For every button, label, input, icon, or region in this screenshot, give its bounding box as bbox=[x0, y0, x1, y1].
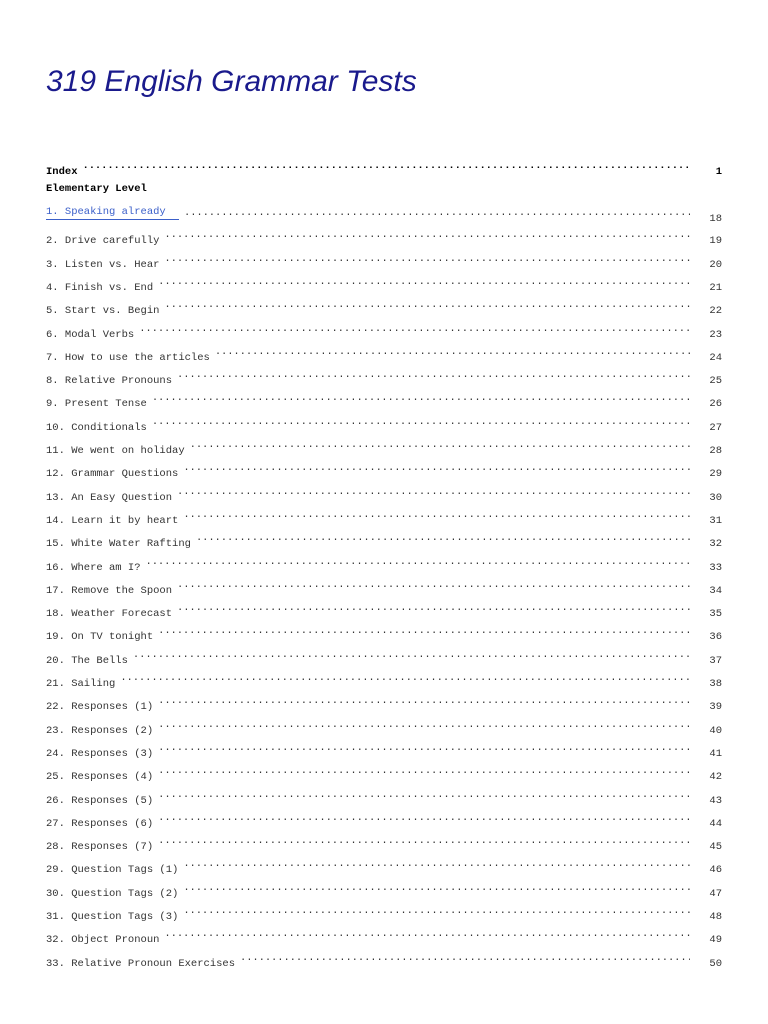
toc-entry-label: 10. Conditionals bbox=[46, 422, 147, 434]
toc-entry[interactable] bbox=[46, 297, 722, 317]
dot-leader bbox=[158, 274, 690, 290]
toc-entry-page: 18 bbox=[709, 213, 722, 225]
dot-leader bbox=[196, 530, 690, 546]
toc-entry[interactable] bbox=[46, 787, 722, 807]
toc-entry-label: 2. Drive carefully bbox=[46, 235, 160, 247]
toc-entry[interactable] bbox=[46, 717, 722, 737]
toc-entry[interactable] bbox=[46, 880, 722, 900]
toc-entry-page: 36 bbox=[709, 631, 722, 643]
toc-entry-label: 22. Responses (1) bbox=[46, 701, 154, 713]
toc-entry-page: 26 bbox=[709, 398, 722, 410]
toc-entry-label: 17. Remove the Spoon bbox=[46, 585, 173, 597]
toc-entry-label: 5. Start vs. Begin bbox=[46, 305, 160, 317]
dot-leader bbox=[83, 158, 690, 174]
toc-entry-label: 33. Relative Pronoun Exercises bbox=[46, 958, 236, 970]
dot-leader bbox=[158, 717, 690, 733]
toc-entry-page: 25 bbox=[709, 375, 722, 387]
toc-entry-label: 32. Object Pronoun bbox=[46, 934, 160, 946]
dot-leader bbox=[152, 390, 690, 406]
toc-index-label: Index bbox=[46, 166, 78, 178]
toc-entry-page: 37 bbox=[709, 655, 722, 667]
toc-entry[interactable] bbox=[46, 484, 722, 504]
dot-leader bbox=[177, 577, 690, 593]
dot-leader bbox=[158, 787, 690, 803]
toc-entry-label: 6. Modal Verbs bbox=[46, 329, 135, 341]
toc-entry[interactable] bbox=[46, 414, 722, 434]
toc-entry-page: 30 bbox=[709, 492, 722, 504]
toc-entry-label: 20. The Bells bbox=[46, 655, 128, 667]
toc-entry-label: 16. Where am I? bbox=[46, 562, 141, 574]
toc-entry[interactable] bbox=[46, 274, 722, 294]
toc-entry[interactable] bbox=[46, 693, 722, 713]
toc-entry-label: 23. Responses (2) bbox=[46, 725, 154, 737]
toc-entry-page: 50 bbox=[709, 958, 722, 970]
dot-leader bbox=[183, 903, 690, 919]
toc-entry[interactable] bbox=[46, 670, 722, 690]
dot-leader bbox=[139, 321, 690, 337]
toc-entry-page: 23 bbox=[709, 329, 722, 341]
toc-entry-page: 49 bbox=[709, 934, 722, 946]
toc-entry-page: 47 bbox=[709, 888, 722, 900]
toc-entry[interactable] bbox=[46, 926, 722, 946]
toc-entry-page: 41 bbox=[709, 748, 722, 760]
dot-leader bbox=[164, 297, 690, 313]
dot-leader bbox=[158, 740, 690, 756]
toc-entry-label: 18. Weather Forecast bbox=[46, 608, 173, 620]
toc-entry-label: 12. Grammar Questions bbox=[46, 468, 179, 480]
toc-entry[interactable] bbox=[46, 647, 722, 667]
toc-entry[interactable] bbox=[46, 623, 722, 643]
dot-leader bbox=[183, 460, 690, 476]
toc-entry[interactable] bbox=[46, 600, 722, 620]
toc-entry-label: 11. We went on holiday bbox=[46, 445, 185, 457]
toc-entry-page: 39 bbox=[709, 701, 722, 713]
toc-entry[interactable] bbox=[46, 460, 722, 480]
toc-entry-page: 40 bbox=[709, 725, 722, 737]
toc-entry-page: 24 bbox=[709, 352, 722, 364]
toc-entry[interactable] bbox=[46, 903, 722, 923]
toc-index-row[interactable] bbox=[46, 158, 722, 178]
section-heading: Elementary Level bbox=[46, 183, 147, 195]
toc-entry-label: 27. Responses (6) bbox=[46, 818, 154, 830]
toc-entry[interactable] bbox=[46, 321, 722, 341]
toc-entry-page: 28 bbox=[709, 445, 722, 457]
dot-leader bbox=[164, 251, 690, 267]
dot-leader bbox=[152, 414, 690, 430]
dot-leader bbox=[146, 554, 690, 570]
dot-leader bbox=[158, 810, 690, 826]
toc-entry-label: 26. Responses (5) bbox=[46, 795, 154, 807]
toc-entry-page: 19 bbox=[709, 235, 722, 247]
toc-entry-page: 27 bbox=[709, 422, 722, 434]
toc-entry[interactable] bbox=[46, 554, 722, 574]
dot-leader bbox=[158, 763, 690, 779]
toc-entry-page: 45 bbox=[709, 841, 722, 853]
toc-entry-link[interactable] bbox=[46, 204, 179, 220]
toc-index-page: 1 bbox=[715, 166, 722, 178]
toc-entry[interactable] bbox=[46, 833, 722, 853]
dot-leader bbox=[240, 950, 690, 966]
toc-entry-label: 3. Listen vs. Hear bbox=[46, 259, 160, 271]
dot-leader bbox=[183, 507, 690, 523]
toc-entry-label: 31. Question Tags (3) bbox=[46, 911, 179, 923]
toc-entry-label: 8. Relative Pronouns bbox=[46, 375, 173, 387]
toc-entry-page: 21 bbox=[709, 282, 722, 294]
toc-entry-leader-row[interactable] bbox=[184, 205, 722, 225]
toc-entry-page: 20 bbox=[709, 259, 722, 271]
toc-entry-page: 22 bbox=[709, 305, 722, 317]
toc-entry-label: 21. Sailing bbox=[46, 678, 116, 690]
toc-entry-page: 31 bbox=[709, 515, 722, 527]
toc-entry[interactable] bbox=[46, 251, 722, 271]
toc-entry-label: 14. Learn it by heart bbox=[46, 515, 179, 527]
toc-entry-page: 46 bbox=[709, 864, 722, 876]
toc-entry-label: 25. Responses (4) bbox=[46, 771, 154, 783]
toc-entry[interactable] bbox=[46, 367, 722, 387]
dot-leader bbox=[158, 833, 690, 849]
toc-entry-label: 9. Present Tense bbox=[46, 398, 147, 410]
dot-leader bbox=[177, 484, 690, 500]
dot-leader bbox=[177, 367, 690, 383]
toc-entry-page: 32 bbox=[709, 538, 722, 550]
dot-leader bbox=[158, 623, 690, 639]
toc-entry[interactable] bbox=[46, 856, 722, 876]
toc-entry-label: 15. White Water Rafting bbox=[46, 538, 191, 550]
toc-entry[interactable] bbox=[46, 577, 722, 597]
dot-leader bbox=[215, 344, 690, 360]
toc-entry[interactable] bbox=[46, 344, 722, 364]
toc-entry-label: 19. On TV tonight bbox=[46, 631, 154, 643]
toc-entry-page: 35 bbox=[709, 608, 722, 620]
toc-entry-page: 48 bbox=[709, 911, 722, 923]
toc-entry[interactable] bbox=[46, 530, 722, 550]
toc-entry[interactable] bbox=[46, 740, 722, 760]
dot-leader bbox=[158, 693, 690, 709]
dot-leader bbox=[184, 205, 690, 221]
dot-leader bbox=[120, 670, 690, 686]
toc-entry-page: 44 bbox=[709, 818, 722, 830]
dot-leader bbox=[190, 437, 690, 453]
toc-entry[interactable] bbox=[46, 763, 722, 783]
toc-entry-page: 42 bbox=[709, 771, 722, 783]
toc-entry-page: 38 bbox=[709, 678, 722, 690]
toc-entry-page: 29 bbox=[709, 468, 722, 480]
dot-leader bbox=[183, 856, 690, 872]
toc-entry-label: 13. An Easy Question bbox=[46, 492, 173, 504]
dot-leader bbox=[183, 880, 690, 896]
toc-entry[interactable] bbox=[46, 227, 722, 247]
dot-leader bbox=[133, 647, 690, 663]
dot-leader bbox=[164, 227, 690, 243]
dot-leader bbox=[164, 926, 690, 942]
toc-entry[interactable] bbox=[46, 507, 722, 527]
toc-entry[interactable] bbox=[46, 810, 722, 830]
toc-entry[interactable] bbox=[46, 950, 722, 970]
dot-leader bbox=[177, 600, 690, 616]
toc-entry-label: 1. Speaking already bbox=[46, 206, 166, 218]
toc-entry-label: 7. How to use the articles bbox=[46, 352, 210, 364]
toc-entry-page: 33 bbox=[709, 562, 722, 574]
toc-entry-page: 34 bbox=[709, 585, 722, 597]
toc-entry-label: 24. Responses (3) bbox=[46, 748, 154, 760]
toc-entry-label: 29. Question Tags (1) bbox=[46, 864, 179, 876]
toc-entry-label: 28. Responses (7) bbox=[46, 841, 154, 853]
toc-entry-label: 30. Question Tags (2) bbox=[46, 888, 179, 900]
document-title: 319 English Grammar Tests bbox=[46, 65, 417, 98]
toc-entry[interactable] bbox=[46, 437, 722, 457]
toc-entry[interactable] bbox=[46, 390, 722, 410]
toc-entry-label: 4. Finish vs. End bbox=[46, 282, 154, 294]
toc-entry-page: 43 bbox=[709, 795, 722, 807]
